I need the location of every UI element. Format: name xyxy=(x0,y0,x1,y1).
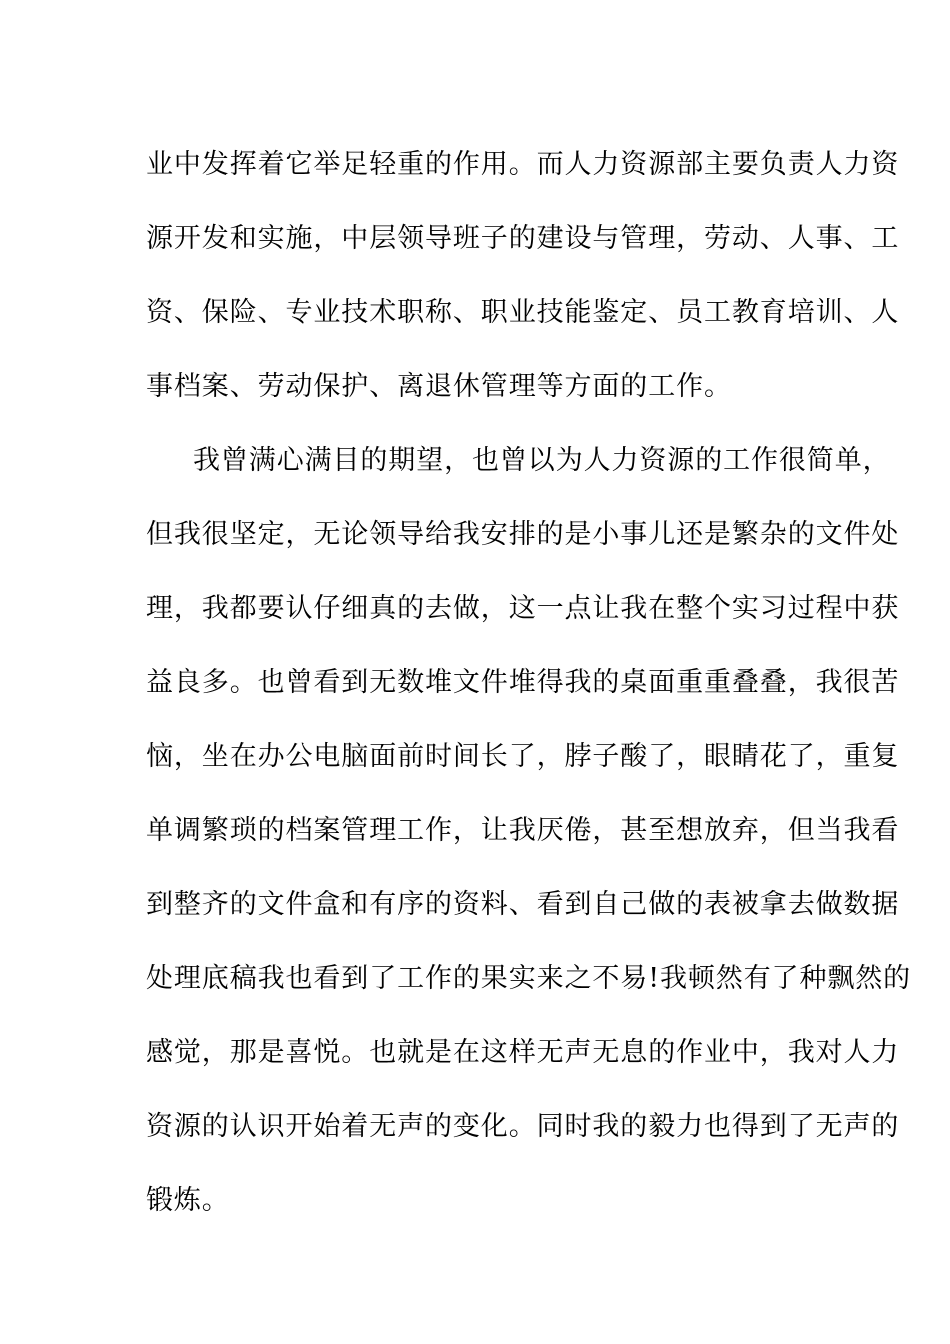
text-line: 到整齐的文件盒和有序的资料、看到自己做的表被拿去做数据 xyxy=(146,889,900,920)
text-line: 锻炼。 xyxy=(146,1185,230,1216)
text-line: 源开发和实施，中层领导班子的建设与管理，劳动、人事、工 xyxy=(146,223,900,254)
text-line: 单调繁琐的档案管理工作，让我厌倦，甚至想放弃，但当我看 xyxy=(146,815,900,846)
text-line: 理，我都要认仔细真的去做，这一点让我在整个实习过程中获 xyxy=(146,593,900,624)
text-line: 恼，坐在办公电脑面前时间长了，脖子酸了，眼睛花了，重复 xyxy=(146,741,900,772)
text-line: 业中发挥着它举足轻重的作用。而人力资源部主要负责人力资 xyxy=(146,149,900,180)
body-text xyxy=(146,128,912,1238)
text-line: 资、保险、专业技术职称、职业技能鉴定、员工教育培训、人 xyxy=(146,297,900,328)
text-line: 感觉，那是喜悦。也就是在这样无声无息的作业中，我对人力 xyxy=(146,1037,900,1068)
text-line: 事档案、劳动保护、离退休管理等方面的工作。 xyxy=(146,371,732,402)
text-line: 资源的认识开始着无声的变化。同时我的毅力也得到了无声的 xyxy=(146,1111,900,1142)
text-line: 处理底稿我也看到了工作的果实来之不易!我顿然有了种飘然的 xyxy=(146,963,912,994)
paragraph-start-line: 我曾满心满目的期望，也曾以为人力资源的工作很简单， xyxy=(193,445,891,476)
text-line: 但我很坚定，无论领导给我安排的是小事儿还是繁杂的文件处 xyxy=(146,519,900,550)
text-line: 益良多。也曾看到无数堆文件堆得我的桌面重重叠叠，我很苦 xyxy=(146,667,900,698)
